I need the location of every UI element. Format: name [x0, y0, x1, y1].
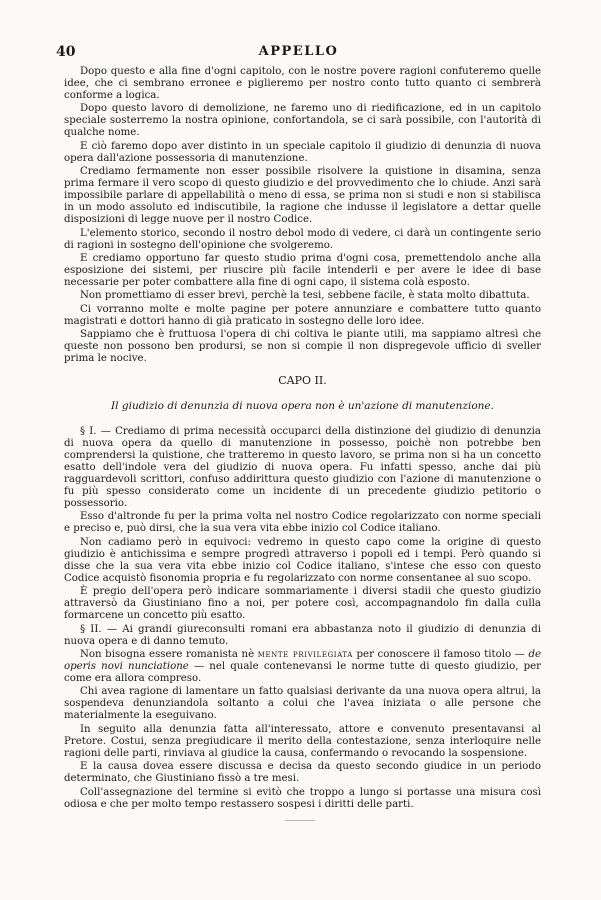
paragraph-text: per conoscere il famoso titolo — [356, 648, 525, 660]
paragraph: § II. — Ai grandi giureconsulti romani era abbastanza noto il giudizio di denunzia di nuova opera e di danno temuto. [64, 623, 541, 647]
paragraph: È pregio dell'opera però indicare sommariamente i diversi stadii che questo giudizio attraversò da Giustiniano fino a noi, per potere così, accompagnandolo fin dalla culla formarcene un concetto più esatto. [64, 586, 541, 622]
paragraph: Coll'assegnazione del termine si evitò che troppo a lungo si portasse una misura così odiosa e che per molto tempo restassero sospesi i diritti delle parti. [64, 786, 541, 810]
paragraph: Ci vorranno molte e molte pagine per potere annunziare e combattere tutto quanto magistrati e dottori hanno di già praticato in sostegno delle loro idee. [64, 303, 541, 327]
paragraph: E crediamo opportuno far questo studio prima d'ogni cosa, premettendolo anche alla esposizione dei sistemi, per riuscire più facile intenderli e per avere le idee di base necessarie per poter combattere alla fine di ogni capo, il sistema colà esposto. [64, 252, 541, 288]
page-mark [285, 820, 315, 821]
paragraph: L'elemento storico, secondo il nostro debol modo di vedere, ci darà un contingente serio di ragioni in sostegno dell'opinione che svolgeremo. [64, 227, 541, 251]
paragraph [64, 649, 541, 685]
body-text-top [64, 66, 541, 365]
paragraph: Dopo questo e alla fine d'ogni capitolo, con le nostre povere ragioni confuteremo quelle idee, che ci sembrano erronee e piglieremo per nostro conto tutto quanto ci sembrerà conforme a logica. [64, 66, 541, 101]
paragraph: § I. — Crediamo di prima necessità occuparci della distinzione del giudizio di denunzia di nuova opera da quello di manutenzione in possesso, poichè non potrebbe ben comprendersi la quistione, che tratteremo in questo lavoro, se prima non si ha un concetto esatto dell'indole vera del giudizio di nuova opera. Fu infatti spesso, anche dai più ragguardevoli scrittori, confuso addirittura questo giudizio con l'azione di manutenzione o fu più spesso considerato come un incidente di un precedente giudizio petitorio o possessorio. [64, 426, 541, 509]
running-header [56, 44, 541, 60]
body-text-chapter [64, 426, 541, 811]
paragraph: Sappiamo che è fruttuosa l'opera di chi coltiva le piante utili, ma sappiamo altresì che queste non possono ben prodursi, se non si compie il non dispregevole ufficio di sveller prima le nocive. [64, 329, 541, 365]
paragraph: Non promettiamo di esser brevi, perchè la tesi, sebbene facile, è stata molto dibattuta. [80, 290, 530, 302]
chapter-subtitle: Il giudizio di denunzia di nuova opera non è un'azione di manutenzione. [111, 400, 494, 412]
paragraph-text: — nel quale contenevansi le norme tutte di questo giudizio, per come era allora compreso. [64, 660, 541, 684]
paragraph: Crediamo fermamente non esser possibile risolvere la quistione in disamina, senza prima fermare il vero scopo di questo giudizio e del provvedimento che lo chiude. Anzi sarà impossibile parlare di appellabilità o meno di essa, se prima non si studi e non si stabilisca in un modo assoluto ed indiscutibile, la ragione che indusse il legislatore a dettar quelle disposizioni di legge nuove per il nostro Codice. [64, 166, 541, 226]
paragraph: Chi avea ragione di lamentare un fatto qualsiasi derivante da una nuova opera altrui, la sospendeva denunziandola soltanto a colui che l'avea iniziata o alle persone che materialmente la eseguivano. [64, 686, 541, 722]
paragraph: Esso d'altronde fu per la prima volta nel nostro Codice regolarizzato con norme speciali e preciso e, può dirsi, che la sua vera vita ebbe inizio col Codice italiano. [64, 511, 541, 535]
paragraph: Dopo questo lavoro di demolizione, ne faremo uno di riedificazione, ed in un capitolo speciale sosterremo la nostra opinione, confortandola, se ci sarà possibile, con l'autorità di qualche nome. [64, 103, 541, 139]
paragraph: In seguito alla denunzia fatta all'interessato, attore e convenuto presentavansi al Pretore. Costui, senza pregiudicare il merito della contestazione, senza interloquire nelle ragioni delle parti, rinviava al giudice la causa, confermando o revocando la sospensione. [64, 723, 541, 759]
paragraph: E la causa dovea essere discussa e decisa da questo secondo giudice in un periodo determinato, che Giustiniano fissò a tre mesi. [64, 761, 541, 785]
paragraph: Non cadiamo però in equivoci: vedremo in questo capo come la origine di questo giudizio è antichissima e sempre progredì attraverso i popoli ed i tempi. Però quando si disse che la sua vera vita ebbe inizio col Codice italiano, s'intese che esso con questo Codice acquistò fisonomia propria e fu regolarizzato con norme consentanee al suo scopo. [64, 536, 541, 584]
latin-title: de operis novi nunciatione [64, 648, 541, 672]
chapter-heading: CAPO II. [278, 374, 327, 387]
paragraph: E ciò faremo dopo aver distinto in un speciale capitolo il giudizio di denunzia di nuova opera dall'azione possessoria di manutenzione. [64, 140, 541, 164]
page-number: 40 [56, 44, 76, 60]
running-title: APPELLO [258, 44, 339, 59]
paragraph-text: Non bisogna essere romanista nè [80, 648, 255, 660]
small-caps-phrase: mente privilegiata [257, 648, 353, 660]
